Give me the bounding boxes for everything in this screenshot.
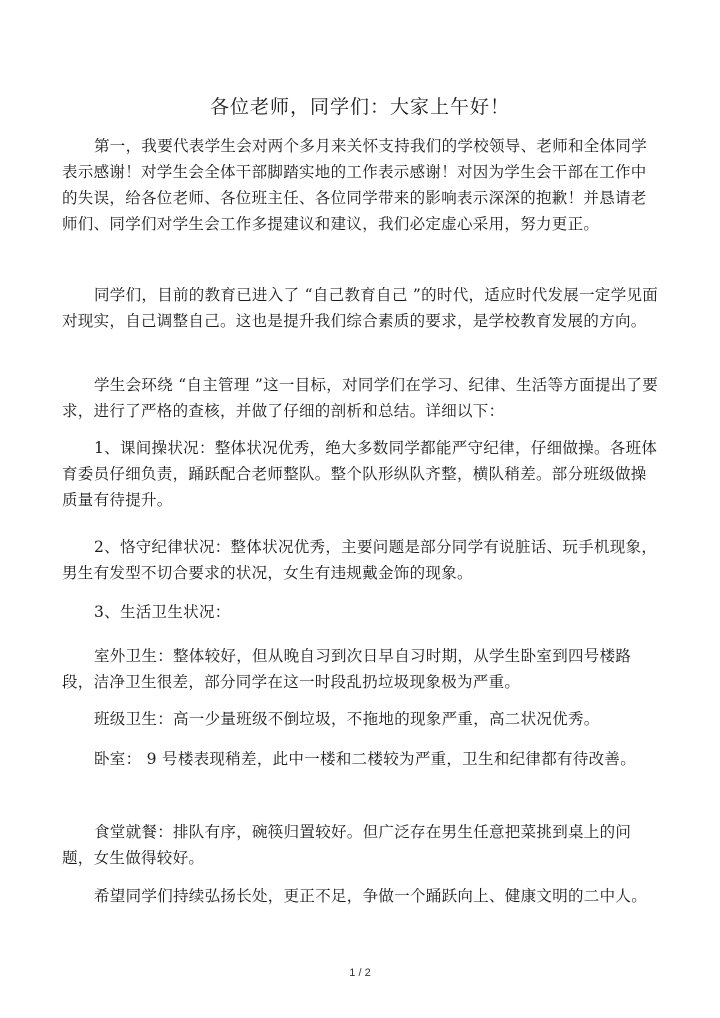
- paragraph-hygiene-heading: 3、生活卫生状况：: [94, 603, 231, 621]
- paragraph-outdoor-hygiene: 室外卫生：整体较好，但从晚自习到次日早自习时期，从学生卧室到四号楼路段，洁净卫生很差，部分同学在这一时段乱扔垃圾现象极为严重。: [62, 647, 632, 691]
- paragraph-class-hygiene: 班级卫生：高一少量班级不倒垃圾，不拖地的现象严重，高二状况优秀。: [94, 710, 600, 728]
- paragraph-thanks: 第一，我要代表学生会对两个多月来关怀支持我们的学校领导、老师和全体同学表示感谢！对学生会全体干部脚踏实地的工作表示感谢！对因为学生会干部在工作中的失误，给各位老师、各位班主任、各位同学带来的影响表示深深的抱歉！并恳请老师们、同学们对学生会工作多提建议和建议，我们必定虚心采用，努力更正。: [62, 137, 648, 233]
- paragraph-canteen: 食堂就餐：排队有序，碗筷归置较好。但广泛存在男生任意把菜挑到桌上的问题，女生做得较好。: [62, 823, 632, 867]
- page-number: 1 / 2: [349, 967, 371, 979]
- paragraph-closing: 希望同学们持续弘扬长处，更正不足，争做一个踊跃向上、健康文明的二中人。: [94, 887, 648, 905]
- document-title: 各位老师，同学们：大家上午好！: [209, 96, 510, 118]
- paragraph-education: 同学们，目前的教育已进入了 “自己教育自己 ”的时代，适应时代发展一定学见面对现实，自己调整自己。这也是提升我们综合素质的要求，是学校教育发展的方向。: [62, 286, 659, 330]
- paragraph-exercise: 1、课间操状况：整体状况优秀，绝大多数同学都能严守纪律，仔细做操。各班体育委员仔细负责，踊跃配合老师整队。整个队形纵队齐整，横队稍差。部分班级做操质量有待提升。: [62, 439, 658, 509]
- paragraph-discipline: 2、恪守纪律状况：整体状况优秀，主要问题是部分同学有说脏话、玩手机现象，男生有发型不切合要求的状况，女生有违规戴金饰的现象。: [62, 538, 658, 582]
- paragraph-self-management: 学生会环绕 “自主管理 ”这一目标，对同学们在学习、纪律、生活等方面提出了要求，进行了严格的查核，并做了仔细的剖析和总结。详细以下：: [62, 376, 659, 420]
- paragraph-dormitory: 卧室： 9 号楼表现稍差，此中一楼和二楼较为严重，卫生和纪律都有待改善。: [94, 750, 637, 768]
